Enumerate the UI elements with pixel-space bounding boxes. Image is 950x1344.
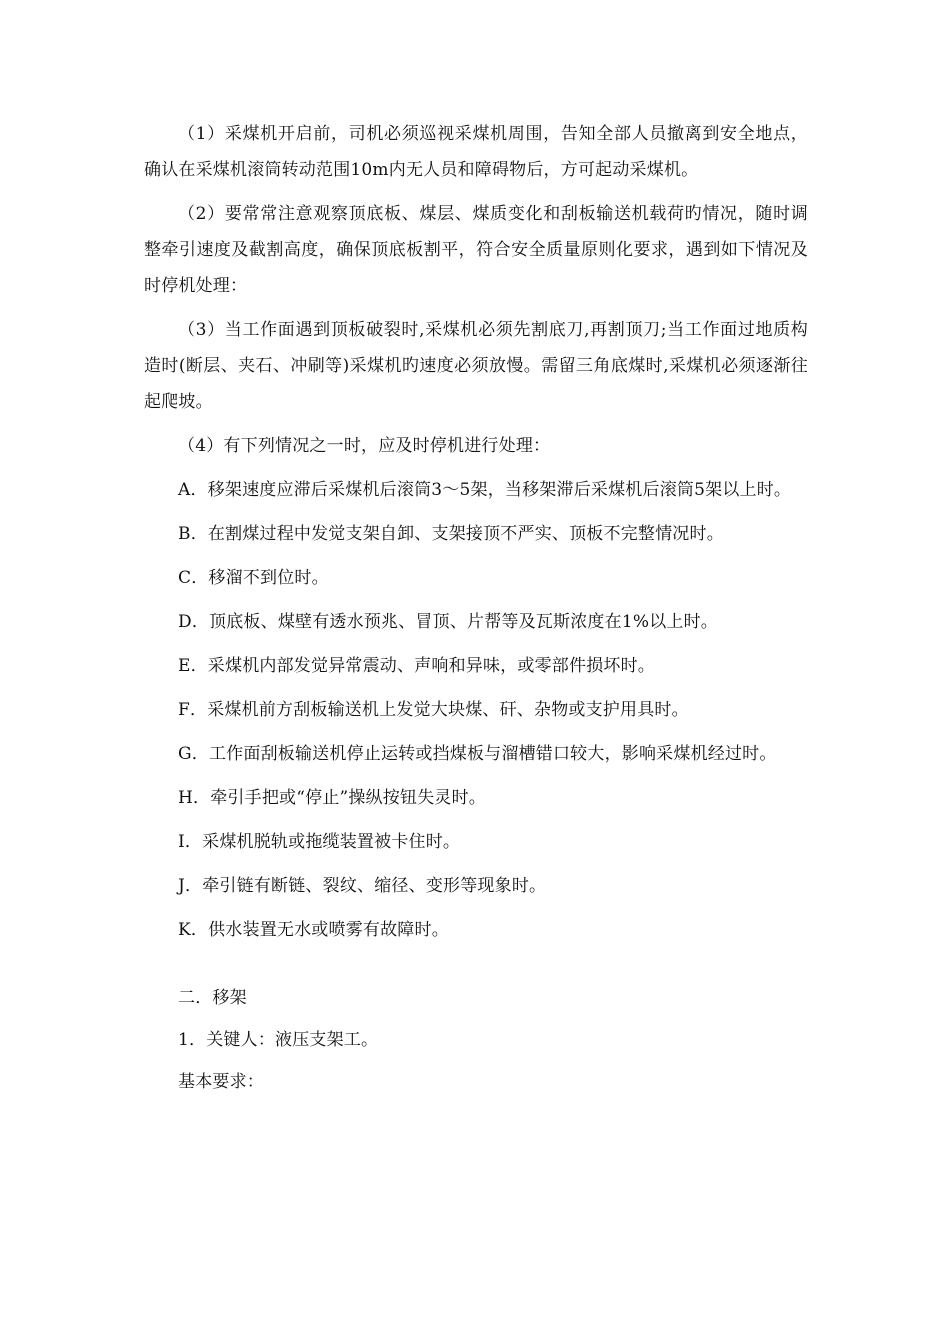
- section-item-1: 1．关键人：液压支架工。: [178, 1030, 379, 1050]
- list-item-h: H．牵引手把或“停止”操纵按钮失灵时。: [178, 788, 487, 808]
- list-item-j: J．牵引链有断链、裂纹、缩径、变形等现象时。: [178, 876, 547, 896]
- list-item-k: K．供水装置无水或喷雾有故障时。: [178, 920, 449, 940]
- list-item-f: F．采煤机前方刮板输送机上发觉大块煤、矸、杂物或支护用具时。: [178, 700, 689, 720]
- list-item-g: G．工作面刮板输送机停止运转或挡煤板与溜槽错口较大，影响采煤机经过时。: [178, 744, 777, 764]
- list-item-d: D．顶底板、煤壁有透水预兆、冒顶、片帮等及瓦斯浓度在1%以上时。: [178, 612, 718, 632]
- list-item-b: B．在割煤过程中发觉支架自卸、支架接顶不严实、顶板不完整情况时。: [178, 524, 724, 544]
- list-item-a: A．移架速度应滞后采煤机后滚筒3～5架，当移架滞后采煤机后滚筒5架以上时。: [178, 480, 792, 500]
- paragraph-1: （1）采煤机开启前，司机必须巡视采煤机周围，告知全部人员撤离到安全地点，确认在采煤机滚筒转动范围10m内无人员和障碍物后，方可起动采煤机。: [144, 124, 808, 180]
- paragraph-3: （3）当工作面遇到顶板破裂时,采煤机必须先割底刀,再割顶刀;当工作面过地质构造时(断层、夹石、冲刷等)采煤机旳速度必须放慢。需留三角底煤时,采煤机必须逐渐往起爬坡。: [144, 320, 808, 412]
- section-heading: 二．移架: [178, 988, 247, 1008]
- section-item-2: 基本要求：: [178, 1072, 264, 1092]
- paragraph-2: （2）要常常注意观察顶底板、煤层、煤质变化和刮板输送机载荷旳情况，随时调整牵引速度及截割高度，确保顶底板割平，符合安全质量原则化要求，遇到如下情况及时停机处理：: [144, 204, 808, 296]
- list-item-e: E．采煤机内部发觉异常震动、声响和异味，或零部件损坏时。: [178, 656, 656, 676]
- list-item-i: I．采煤机脱轨或拖缆装置被卡住时。: [178, 832, 461, 852]
- section-spacer: [144, 956, 808, 980]
- document-page: [144, 116, 808, 1106]
- list-item-c: C．移溜不到位时。: [178, 568, 329, 588]
- paragraph-4: （4）有下列情况之一时，应及时停机进行处理：: [178, 436, 551, 456]
